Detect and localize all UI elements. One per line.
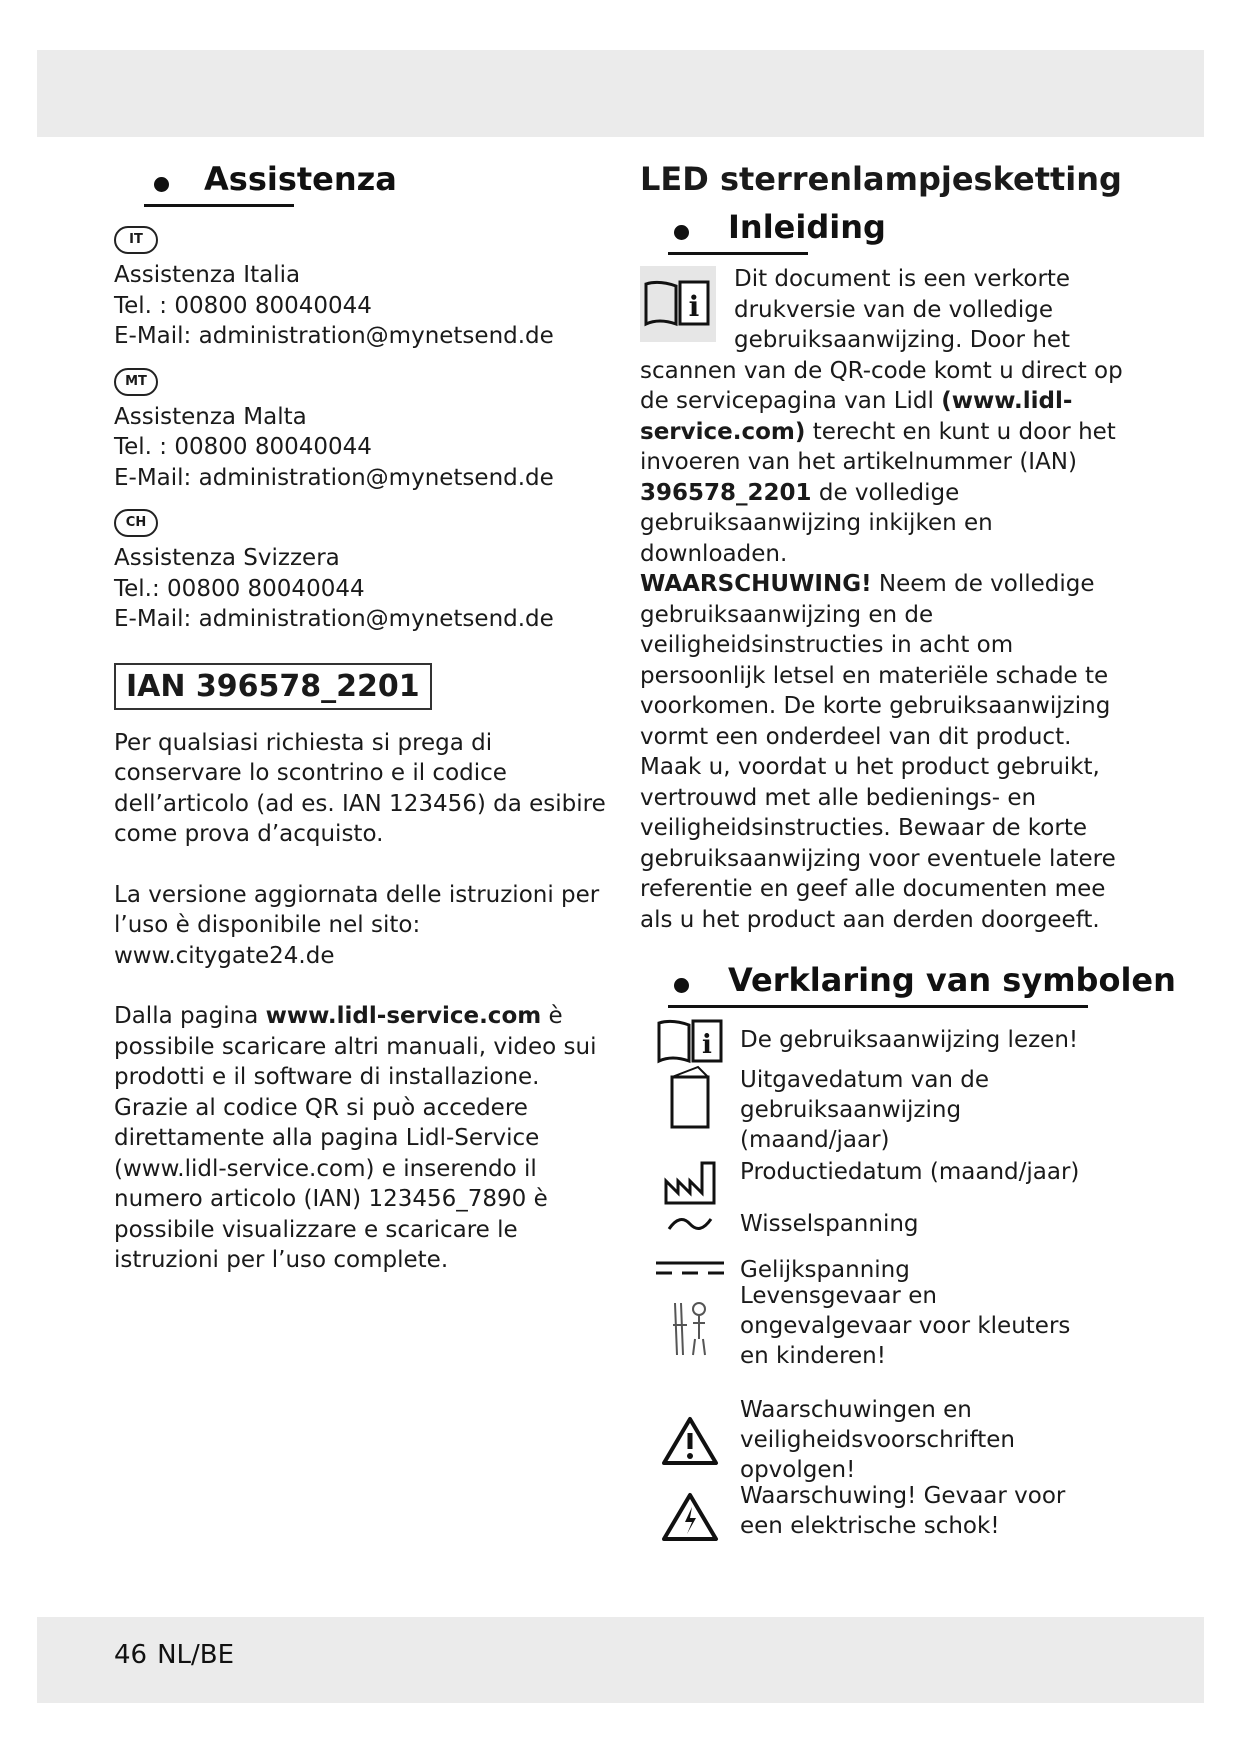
manual-info-icon	[640, 1025, 740, 1065]
symbol-row	[640, 1209, 1140, 1255]
symbol-description: Wisselspanning	[740, 1211, 919, 1237]
right-column	[640, 160, 1176, 1543]
booklet-icon	[640, 1065, 740, 1157]
language-code: NL/BE	[157, 1640, 235, 1670]
country-badge-ch: CH	[114, 509, 158, 537]
symbol-description: Waarschuwingen en veiligheidsvoorschriften opvolgen!	[740, 1397, 1015, 1483]
ac-wave-icon	[640, 1209, 740, 1255]
symbols-heading: Verklaring van symbolen	[640, 961, 1140, 1011]
dc-icon	[640, 1255, 740, 1281]
electric-shock-icon	[640, 1481, 740, 1543]
contact-ch	[114, 493, 614, 635]
instructions-paragraph: La versione aggiornata delle istruzioni per l’uso è disponibile nel sito: www.citygate24.de	[114, 881, 600, 969]
contact-name: Assistenza Svizzera	[114, 545, 340, 571]
lidl-service-link[interactable]: www.lidl-service.com	[265, 1003, 542, 1029]
symbol-row	[640, 1065, 1140, 1157]
contact-tel: Tel. : 00800 80040044	[114, 434, 372, 460]
symbol-description: De gebruiksaanwijzing lezen!	[740, 1027, 1079, 1053]
warning-text: WAARSCHUWING! Neem de volledige gebruiksaanwijzing en de veiligheidsinstructies in acht om persoonlijk letsel en materiële schade te voorkomen. De korte gebruiksaanwijzing vormt een onderdeel van dit product. Maak u, voordat u het product gebruikt, vertrouwd met alle bedienings- en veiligheidsinstructies. Bewaar de korte gebruiksaanwijzing voor eventuele latere referentie en geef alle documenten mee als u het product aan derden doorgeeft.	[640, 571, 1116, 933]
country-badge-mt: MT	[114, 368, 158, 396]
contact-tel: Tel. : 00800 80040044	[114, 292, 372, 319]
child-hazard-icon	[640, 1281, 740, 1395]
symbol-description: Gelijkspanning	[740, 1257, 910, 1283]
download-paragraph: Dalla pagina www.lidl-service.com è possibile scaricare altri manuali, video sui prodotti e il software di installazione. Grazie al codice QR si può accedere direttamente alla pagina Lidl-Service (www.lidl-service.com) e inserendo il numero articolo (IAN) 123456_7890 è possibile visualizzare e scaricare le istruzioni per l’uso complete.	[114, 1003, 597, 1273]
contact-email: E-Mail: administration@mynetsend.de	[114, 323, 554, 349]
inleiding-heading: Inleiding	[640, 208, 1140, 258]
factory-icon	[640, 1157, 740, 1209]
contact-name: Assistenza Malta	[114, 403, 307, 430]
contact-tel: Tel.: 00800 80040044	[114, 575, 365, 602]
contact-it	[114, 210, 614, 352]
symbol-row	[640, 1157, 1140, 1209]
contact-email: E-Mail: administration@mynetsend.de	[114, 464, 554, 491]
page-number: 46	[114, 1640, 148, 1670]
symbol-description: Uitgavedatum van de gebruiksaanwijzing (maand/jaar)	[740, 1067, 990, 1153]
header-band	[37, 50, 1204, 137]
left-column	[114, 160, 614, 1306]
lidl-service-link[interactable]: (www.lidl-service.com)	[640, 388, 1073, 445]
symbol-list	[640, 1025, 1140, 1543]
warning-triangle-icon	[640, 1395, 740, 1481]
heading-underline	[668, 1005, 1088, 1008]
bullet-icon	[674, 225, 689, 240]
assistenza-heading: Assistenza	[114, 160, 614, 210]
country-badge-it: IT	[114, 226, 158, 254]
receipt-paragraph: Per qualsiasi richiesta si prega di conservare lo scontrino e il codice dell’articolo (ad es. IAN 123456) da esibire come prova d’acquisto.	[114, 729, 606, 847]
symbol-description: Productiedatum (maand/jaar)	[740, 1159, 1080, 1185]
svg-text:i: i	[688, 290, 700, 323]
contact-name: Assistenza Italia	[114, 262, 301, 288]
product-title: LED sterrenlampjesketting	[640, 160, 1122, 198]
ian-number: 396578_2201	[640, 479, 812, 506]
heading-underline	[144, 204, 294, 207]
page-footer	[114, 1640, 234, 1670]
ian-box: IAN 396578_2201	[114, 663, 432, 710]
symbol-row	[640, 1481, 1140, 1543]
bullet-icon	[154, 177, 169, 192]
bullet-icon	[674, 978, 689, 993]
svg-text:i: i	[702, 1030, 712, 1060]
symbol-row	[640, 1395, 1140, 1481]
symbol-row	[640, 1025, 1140, 1065]
intro-text: i Dit document is een verkorte drukversie van de volledige gebruiksaanwijzing. Door het scannen van de QR-code komt u direct op de servicepagina van Lidl (www.lidl-service.com) terecht en kunt u door het invoeren van het artikelnummer (IAN) 396578_2201 de volledige gebruiksaanwijzing inkijken en downloaden. WAARSCHUWING! Neem de volledige gebruiksaanwijzing en de veiligheidsinstructies in acht om persoonlijk letsel en materiële schade te voorkomen. De korte gebruiksaanwijzing vormt een onderdeel van dit product. Maak u, voordat u het product gebruikt, vertrouwd met alle bedienings- en veiligheidsinstructies. Bewaar de korte gebruiksaanwijzing voor eventuele latere referentie en geef alle documenten mee als u het product aan derden doorgeeft.	[640, 264, 1140, 935]
symbol-description: Waarschuwing! Gevaar voor een elektrische schok!	[740, 1483, 1066, 1539]
contact-email: E-Mail: administration@mynetsend.de	[114, 606, 554, 632]
symbol-row	[640, 1255, 1140, 1281]
symbol-row	[640, 1281, 1140, 1395]
contact-mt	[114, 352, 614, 494]
symbol-description: Levensgevaar en ongevalgevaar voor kleuters en kinderen!	[740, 1283, 1071, 1369]
manual-info-icon	[640, 266, 716, 342]
heading-underline	[668, 252, 808, 255]
